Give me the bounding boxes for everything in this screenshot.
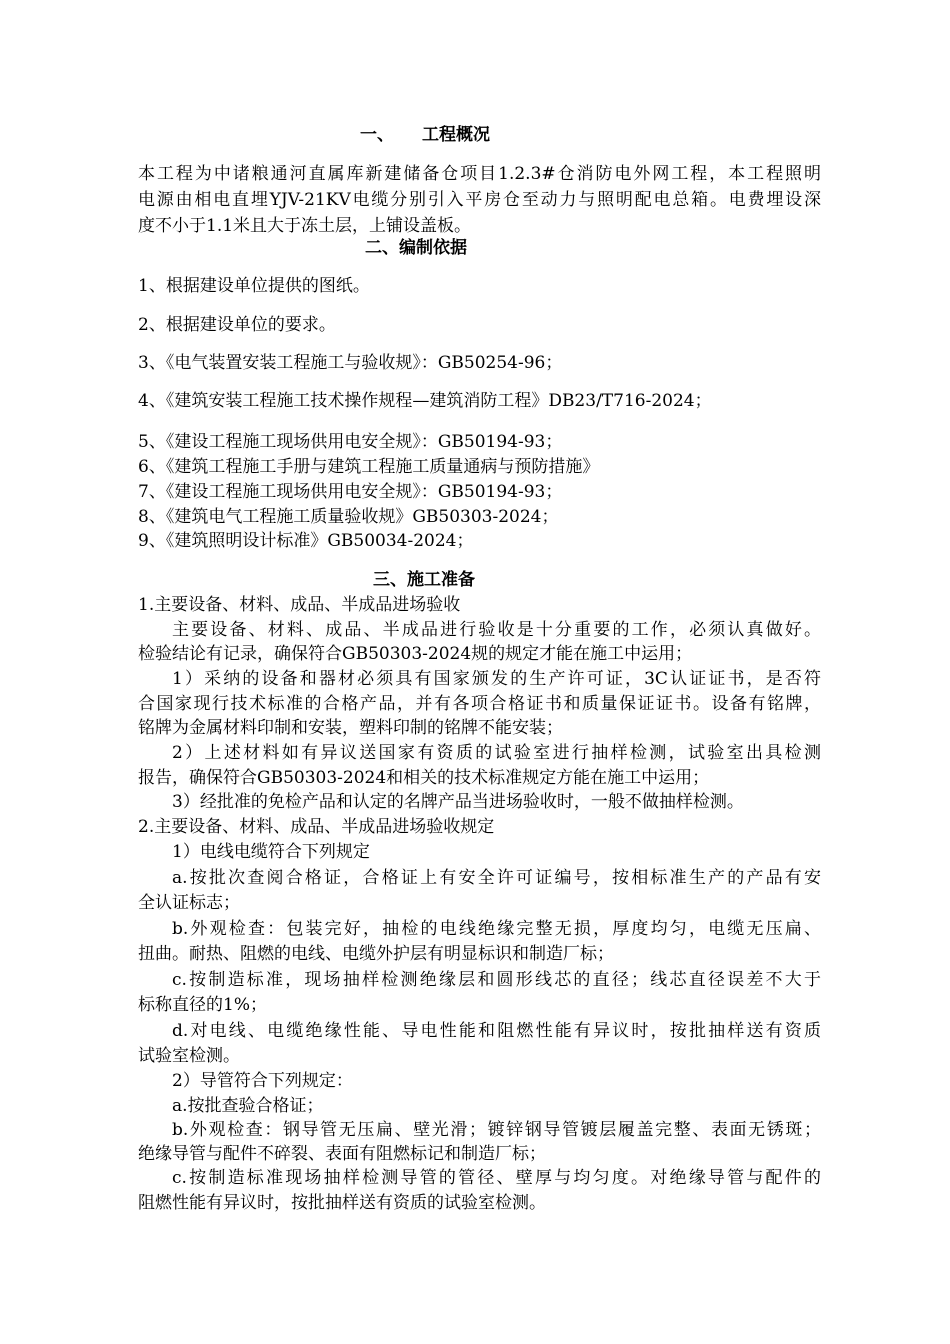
paragraph-line: c.按制造标准现场抽样检测导管的管径、壁厚与均匀度。对绝缘导管与配件的 xyxy=(172,1168,821,1188)
paragraph-line: 扭曲。耐热、阻燃的电线、电缆外护层有明显标识和制造厂标； xyxy=(138,944,614,964)
paragraph-line: 主要设备、材料、成品、半成品进行验收是十分重要的工作，必须认真做好。 xyxy=(172,620,821,640)
paragraph-line: 全认证标志； xyxy=(138,893,240,913)
list-item: 4、《建筑安装工程施工技术操作规程—建筑消防工程》DB23/T716-2024； xyxy=(138,391,712,411)
subheading: 2.主要设备、材料、成品、半成品进场验收规定 xyxy=(138,817,495,837)
list-item: 6、《建筑工程施工手册与建筑工程施工质量通病与预防措施》 xyxy=(138,457,600,477)
list-item: 1、根据建设单位提供的图纸。 xyxy=(138,276,370,296)
section-3-title: 三、施工准备 xyxy=(373,570,475,590)
paragraph-line: 电源由相电直埋YJV-21KV电缆分别引入平房仓至动力与照明配电总箱。电费埋设深 xyxy=(138,190,821,210)
paragraph-line: 标称直径的1%； xyxy=(138,995,267,1015)
paragraph-line: 2）导管符合下列规定： xyxy=(172,1071,353,1091)
paragraph-line: 绝缘导管与配件不碎裂、表面有阻燃标记和制造厂标； xyxy=(138,1144,546,1164)
list-item: 2、根据建设单位的要求。 xyxy=(138,315,336,335)
list-item: 8、《建筑电气工程施工质量验收规》GB50303-2024； xyxy=(138,507,559,527)
list-item: 5、《建设工程施工现场供用电安全规》：GB50194-93； xyxy=(138,432,563,452)
paragraph-line: 合国家现行技术标准的合格产品，并有各项合格证书和质量保证证书。设备有铭牌， xyxy=(138,694,821,714)
paragraph-line: 1）采纳的设备和器材必须具有国家颁发的生产许可证，3C认证证书，是否符 xyxy=(172,669,821,689)
paragraph-line: a.按批次查阅合格证，合格证上有安全许可证编号，按相标准生产的产品有安 xyxy=(172,868,821,888)
paragraph-line: 2）上述材料如有异议送国家有资质的试验室进行抽样检测，试验室出具检测 xyxy=(172,743,821,763)
paragraph-line: 报告，确保符合GB50303-2024和相关的技术标准规定方能在施工中运用； xyxy=(138,768,710,788)
paragraph-line: a.按批查验合格证； xyxy=(172,1096,324,1116)
section-1-number: 一、 xyxy=(360,125,394,145)
paragraph-line: 试验室检测。 xyxy=(138,1046,240,1066)
paragraph-line: 阻燃性能有异议时，按批抽样送有资质的试验室检测。 xyxy=(138,1193,546,1213)
paragraph-line: 检验结论有记录，确保符合GB50303-2024规的规定才能在施工中运用； xyxy=(138,644,693,664)
paragraph-line: d.对电线、电缆绝缘性能、导电性能和阻燃性能有异议时，按批抽样送有资质 xyxy=(172,1021,821,1041)
paragraph-line: b.外观检查：包装完好，抽检的电线绝缘完整无损，厚度均匀，电缆无压扁、 xyxy=(172,919,821,939)
section-1-title: 工程概况 xyxy=(422,125,490,145)
list-item: 9、《建筑照明设计标准》GB50034-2024； xyxy=(138,531,474,551)
paragraph-line: 1）电线电缆符合下列规定 xyxy=(172,842,370,862)
list-item: 3、《电气装置安装工程施工与验收规》：GB50254-96； xyxy=(138,353,563,373)
paragraph-line: c.按制造标准，现场抽样检测绝缘层和圆形线芯的直径；线芯直径误差不大于 xyxy=(172,970,821,990)
paragraph-line: b.外观检查：钢导管无压扁、壁光滑；镀锌钢导管镀层履盖完整、表面无锈斑； xyxy=(172,1120,821,1140)
paragraph-line: 铭牌为金属材料印制和安装，塑料印制的铭牌不能安装； xyxy=(138,718,563,738)
paragraph-line: 本工程为中诸粮通河直属库新建储备仓项目1.2.3#仓消防电外网工程，本工程照明 xyxy=(138,164,821,184)
list-item: 7、《建设工程施工现场供用电安全规》：GB50194-93； xyxy=(138,482,563,502)
subheading: 1.主要设备、材料、成品、半成品进场验收 xyxy=(138,595,461,615)
paragraph-line: 3）经批准的免检产品和认定的名牌产品当进场验收时，一般不做抽样检测。 xyxy=(172,792,744,812)
paragraph-line: 度不小于1.1米且大于冻土层，上铺设盖板。 xyxy=(138,216,472,236)
section-2-title: 二、编制依据 xyxy=(365,238,467,258)
